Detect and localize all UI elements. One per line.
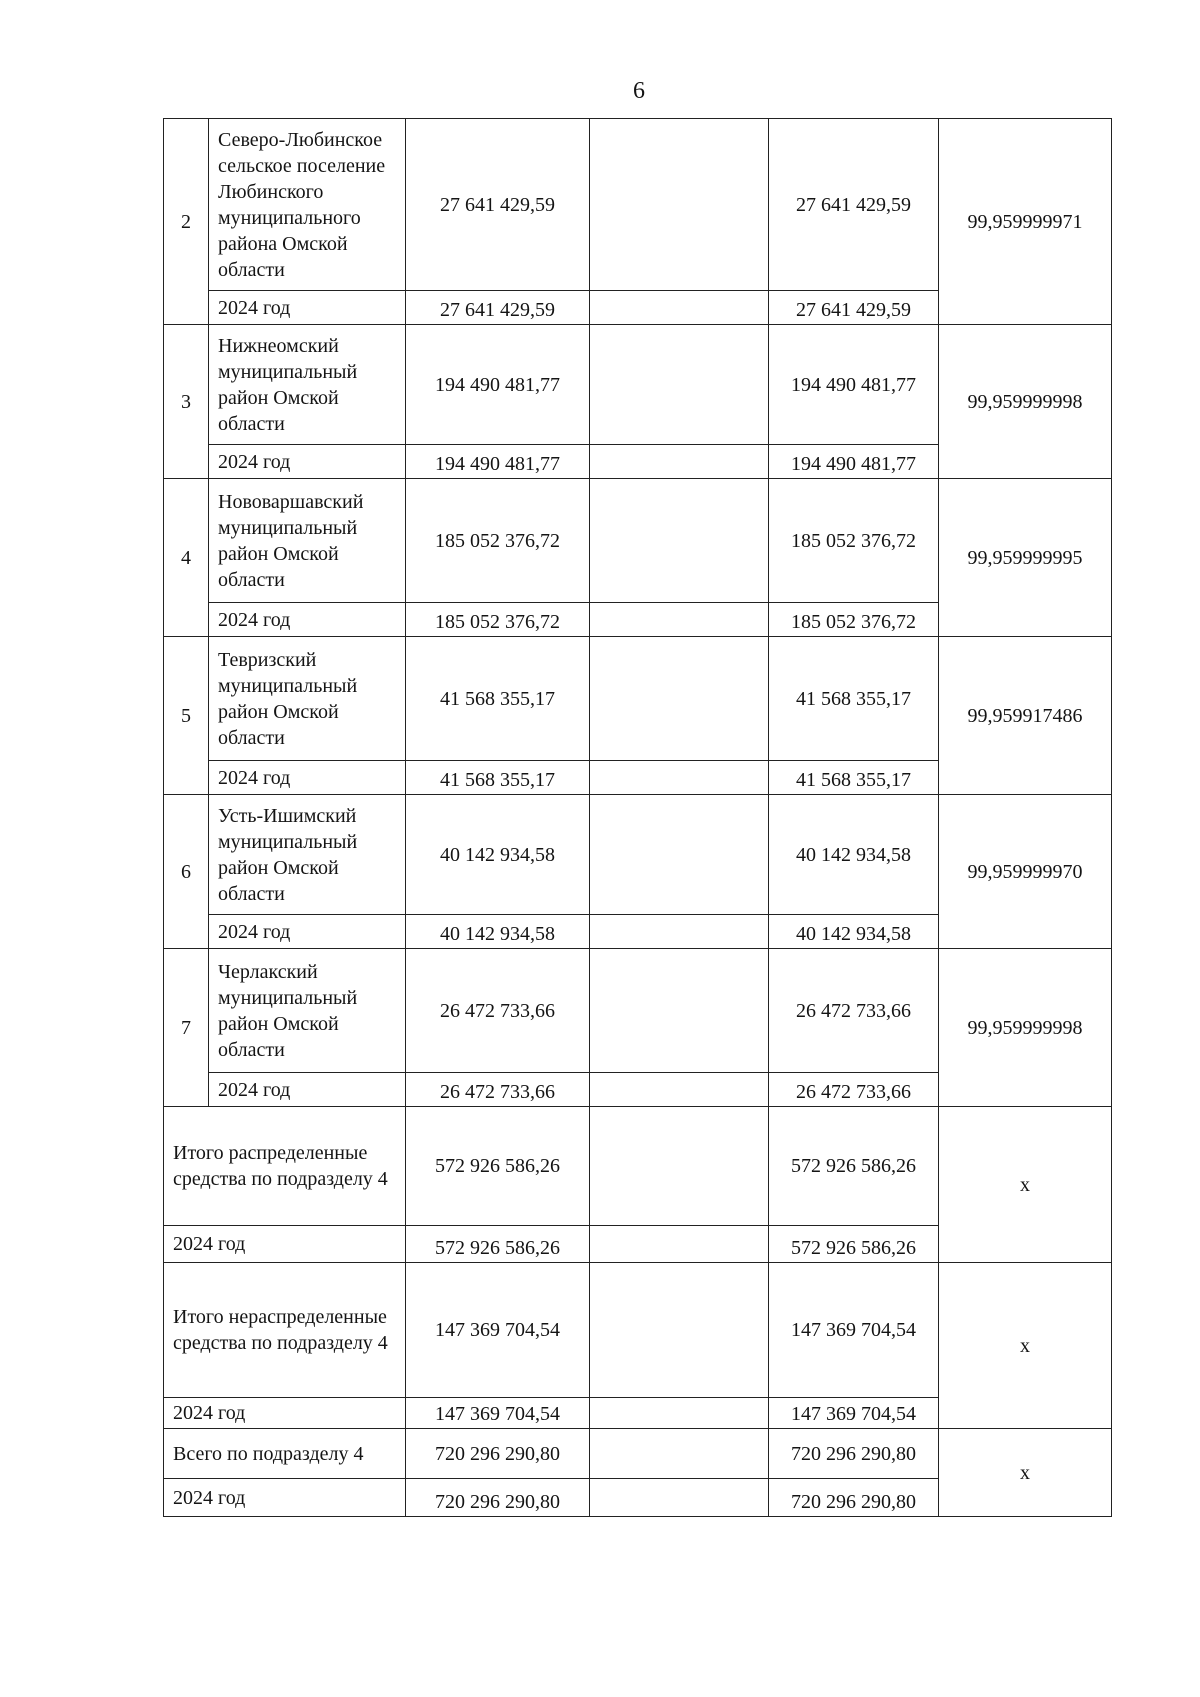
percent-value: 99,959999970	[939, 795, 1112, 949]
year-amount-column-4	[590, 445, 769, 479]
municipality-name: Нижнеомский муниципальный район Омской области	[209, 325, 406, 445]
not-applicable-mark: х	[939, 1263, 1112, 1429]
year-label: 2024 год	[209, 761, 406, 795]
total-row	[164, 1429, 1112, 1479]
total-year-amount-column-5: 720 296 290,80	[769, 1479, 939, 1517]
table-row	[164, 119, 1112, 291]
percent-value: 99,959999995	[939, 479, 1112, 637]
row-number: 5	[164, 637, 209, 795]
total-amount-column-4	[590, 1107, 769, 1226]
total-amount-column-4	[590, 1263, 769, 1398]
total-label: Всего по подразделу 4	[164, 1429, 406, 1479]
total-year-amount-column-5: 572 926 586,26	[769, 1226, 939, 1263]
page-number: 6	[633, 78, 645, 104]
amount-column-5: 26 472 733,66	[769, 949, 939, 1073]
amount-column-4	[590, 637, 769, 761]
row-number: 3	[164, 325, 209, 479]
total-year-amount-column-4	[590, 1479, 769, 1517]
row-number: 7	[164, 949, 209, 1107]
total-year-amount: 147 369 704,54	[406, 1398, 590, 1429]
row-number: 2	[164, 119, 209, 325]
year-amount-total: 40 142 934,58	[406, 915, 590, 949]
table-row	[164, 949, 1112, 1073]
percent-value: 99,959917486	[939, 637, 1112, 795]
amount-column-4	[590, 795, 769, 915]
total-amount: 147 369 704,54	[406, 1263, 590, 1398]
not-applicable-mark: х	[939, 1429, 1112, 1517]
amount-total: 41 568 355,17	[406, 637, 590, 761]
amount-column-4	[590, 119, 769, 291]
row-number: 4	[164, 479, 209, 637]
total-year-label: 2024 год	[164, 1226, 406, 1263]
municipality-name: Черлакский муниципальный район Омской области	[209, 949, 406, 1073]
year-amount-total: 26 472 733,66	[406, 1073, 590, 1107]
distribution-table	[163, 118, 1112, 1517]
amount-total: 185 052 376,72	[406, 479, 590, 603]
table-row	[164, 637, 1112, 761]
table-row	[164, 325, 1112, 445]
year-amount-column-5: 40 142 934,58	[769, 915, 939, 949]
total-label: Итого нераспределенные средства по подразделу 4	[164, 1263, 406, 1398]
total-row	[164, 1107, 1112, 1226]
table-row	[164, 479, 1112, 603]
amount-column-5: 194 490 481,77	[769, 325, 939, 445]
amount-column-5: 41 568 355,17	[769, 637, 939, 761]
total-amount-column-5: 572 926 586,26	[769, 1107, 939, 1226]
year-amount-total: 185 052 376,72	[406, 603, 590, 637]
amount-column-4	[590, 325, 769, 445]
amount-column-4	[590, 479, 769, 603]
total-label: Итого распределенные средства по подразделу 4	[164, 1107, 406, 1226]
percent-value: 99,959999998	[939, 325, 1112, 479]
year-label: 2024 год	[209, 1073, 406, 1107]
year-amount-column-4	[590, 291, 769, 325]
total-year-amount-column-4	[590, 1398, 769, 1429]
amount-total: 40 142 934,58	[406, 795, 590, 915]
total-amount-column-4	[590, 1429, 769, 1479]
total-row	[164, 1263, 1112, 1398]
amount-total: 26 472 733,66	[406, 949, 590, 1073]
total-year-label: 2024 год	[164, 1479, 406, 1517]
total-amount: 572 926 586,26	[406, 1107, 590, 1226]
year-amount-column-5: 26 472 733,66	[769, 1073, 939, 1107]
not-applicable-mark: х	[939, 1107, 1112, 1263]
municipality-name: Северо-Любинское сельское поселение Любинского муниципального района Омской области	[209, 119, 406, 291]
row-number: 6	[164, 795, 209, 949]
year-label: 2024 год	[209, 291, 406, 325]
total-amount-column-5: 147 369 704,54	[769, 1263, 939, 1398]
municipality-name: Тевризский муниципальный район Омской области	[209, 637, 406, 761]
year-amount-total: 27 641 429,59	[406, 291, 590, 325]
total-year-amount: 720 296 290,80	[406, 1479, 590, 1517]
municipality-name: Усть-Ишимский муниципальный район Омской области	[209, 795, 406, 915]
amount-column-4	[590, 949, 769, 1073]
total-year-amount-column-4	[590, 1226, 769, 1263]
total-amount-column-5: 720 296 290,80	[769, 1429, 939, 1479]
table-row	[164, 795, 1112, 915]
total-year-amount-column-5: 147 369 704,54	[769, 1398, 939, 1429]
total-amount: 720 296 290,80	[406, 1429, 590, 1479]
amount-total: 27 641 429,59	[406, 119, 590, 291]
year-label: 2024 год	[209, 603, 406, 637]
amount-column-5: 27 641 429,59	[769, 119, 939, 291]
municipality-name: Нововаршавский муниципальный район Омской области	[209, 479, 406, 603]
year-label: 2024 год	[209, 915, 406, 949]
year-amount-column-5: 194 490 481,77	[769, 445, 939, 479]
year-amount-column-5: 185 052 376,72	[769, 603, 939, 637]
year-amount-column-5: 41 568 355,17	[769, 761, 939, 795]
year-amount-total: 194 490 481,77	[406, 445, 590, 479]
amount-total: 194 490 481,77	[406, 325, 590, 445]
year-amount-column-5: 27 641 429,59	[769, 291, 939, 325]
percent-value: 99,959999998	[939, 949, 1112, 1107]
year-label: 2024 год	[209, 445, 406, 479]
year-amount-column-4	[590, 1073, 769, 1107]
amount-column-5: 40 142 934,58	[769, 795, 939, 915]
total-year-amount: 572 926 586,26	[406, 1226, 590, 1263]
year-amount-total: 41 568 355,17	[406, 761, 590, 795]
year-amount-column-4	[590, 915, 769, 949]
percent-value: 99,959999971	[939, 119, 1112, 325]
year-amount-column-4	[590, 761, 769, 795]
year-amount-column-4	[590, 603, 769, 637]
amount-column-5: 185 052 376,72	[769, 479, 939, 603]
total-year-label: 2024 год	[164, 1398, 406, 1429]
